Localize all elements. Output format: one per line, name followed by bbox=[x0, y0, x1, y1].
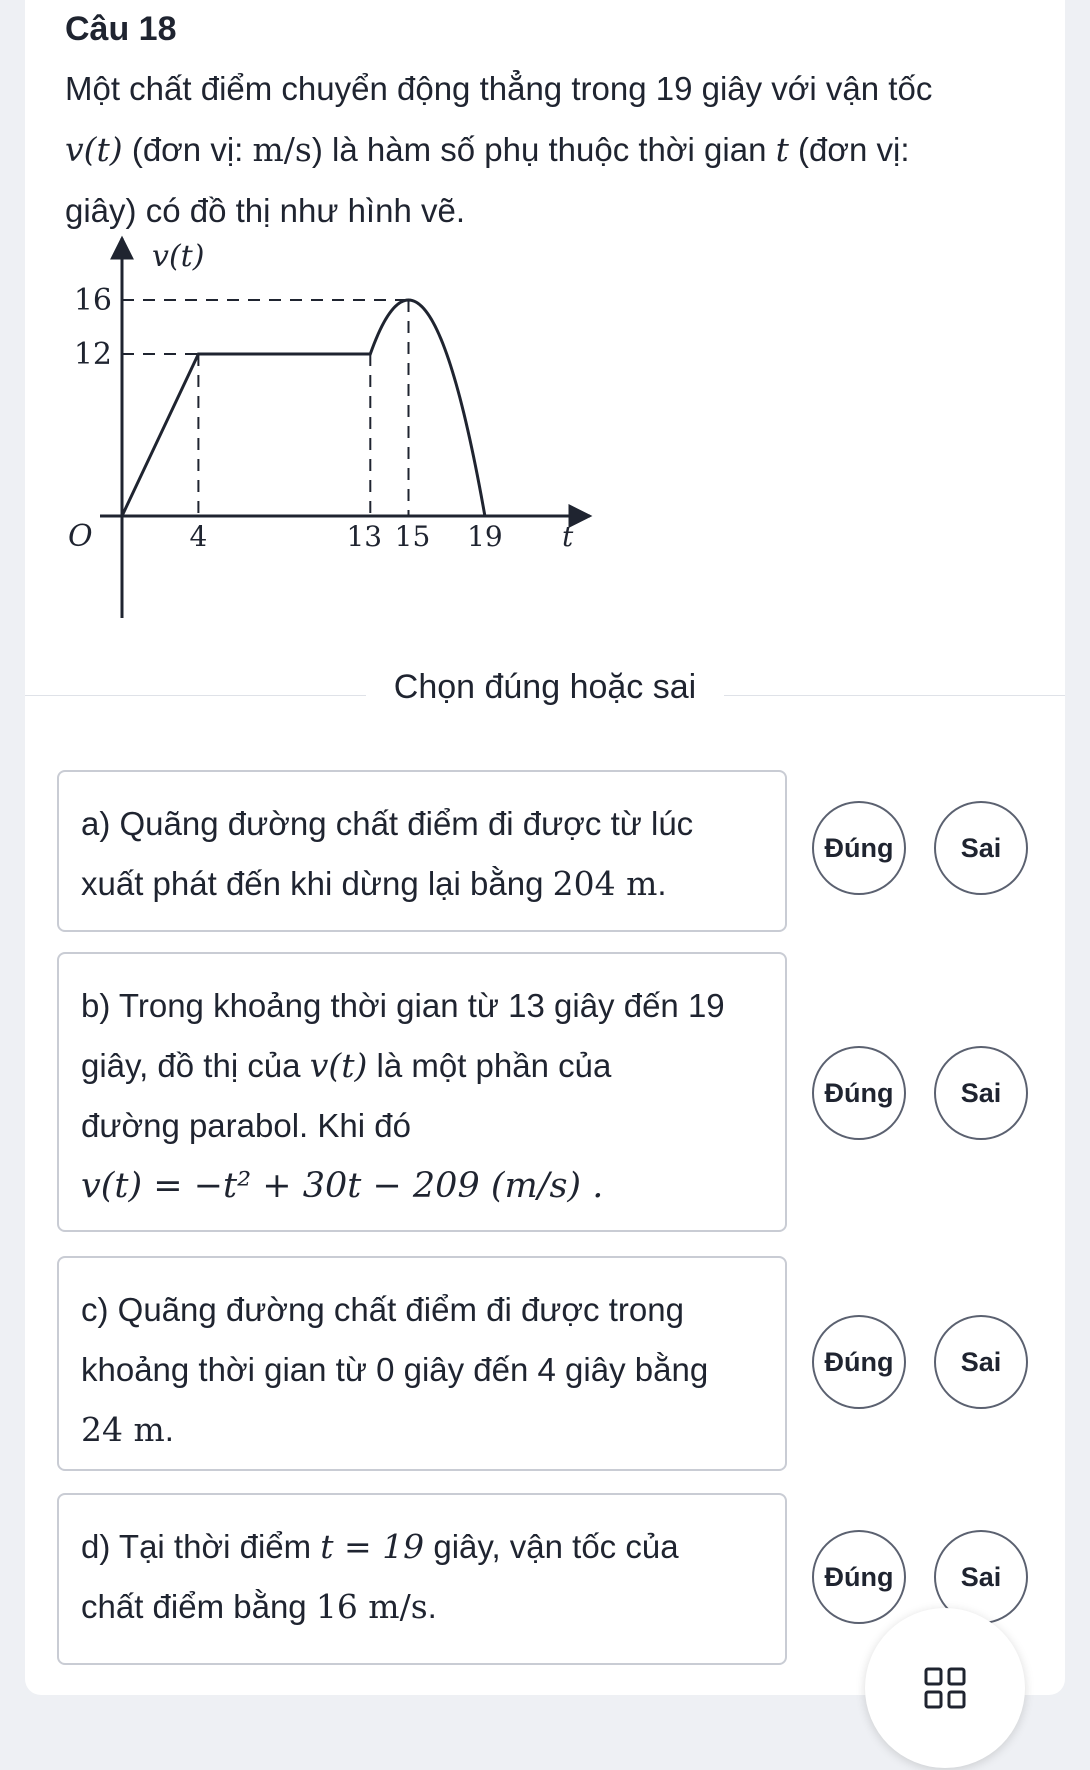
question-stem: Một chất điểm chuyển động thẳng trong 19 giây với vận tốc v(t) (đơn vị: m/s) là hàm số phụ thuộc thời gian t (đơn vị: giây) có đồ thị như hình vẽ. bbox=[65, 70, 933, 229]
option-c: c) Quãng đường chất điểm đi được trong khoảng thời gian từ 0 giây đến 4 giây bằng 24 m. bbox=[57, 1256, 787, 1471]
guide-lines bbox=[122, 300, 409, 516]
x-tick-label-15: 15 bbox=[394, 520, 431, 553]
option-b-true-button[interactable]: Đúng bbox=[812, 1046, 906, 1140]
question-grid-button[interactable] bbox=[865, 1608, 1025, 1768]
option-c-true-button[interactable]: Đúng bbox=[812, 1315, 906, 1409]
y-tick-label-16: 16 bbox=[73, 283, 112, 318]
y-tick-labels bbox=[74, 283, 112, 372]
velocity-curve bbox=[122, 300, 485, 516]
y-tick-label-12: 12 bbox=[73, 337, 112, 372]
section-title: Chọn đúng hoặc sai bbox=[0, 668, 1090, 707]
y-axis-label: v(t) bbox=[152, 239, 205, 274]
origin-label: O bbox=[68, 519, 93, 554]
x-tick-labels bbox=[189, 520, 502, 553]
x-axis-label: t bbox=[562, 520, 574, 553]
question-number: Câu 18 bbox=[65, 10, 177, 48]
option-a: a) Quãng đường chất điểm đi được từ lúc xuất phát đến khi dừng lại bằng 204 m. bbox=[57, 770, 787, 932]
option-b-false-button[interactable]: Sai bbox=[934, 1046, 1028, 1140]
x-tick-label-13: 13 bbox=[346, 520, 383, 553]
option-d-false-button[interactable]: Sai bbox=[934, 1530, 1028, 1624]
option-d: d) Tại thời điểm t = 19 giây, vận tốc của chất điểm bằng 16 m/s. bbox=[57, 1493, 787, 1665]
grid-icon bbox=[923, 1666, 967, 1710]
x-tick-label-19: 19 bbox=[467, 520, 503, 553]
velocity-graph bbox=[60, 228, 600, 628]
x-tick-label-4: 4 bbox=[189, 520, 208, 553]
option-c-false-button[interactable]: Sai bbox=[934, 1315, 1028, 1409]
option-b: b) Trong khoảng thời gian từ 13 giây đến 19 giây, đồ thị của v(t) là một phần của đường parabol. Khi đó v(t) = −t² + 30t − 209 (m/s) . bbox=[57, 952, 787, 1232]
option-a-true-button[interactable]: Đúng bbox=[812, 801, 906, 895]
option-a-false-button[interactable]: Sai bbox=[934, 801, 1028, 895]
option-d-true-button[interactable]: Đúng bbox=[812, 1530, 906, 1624]
